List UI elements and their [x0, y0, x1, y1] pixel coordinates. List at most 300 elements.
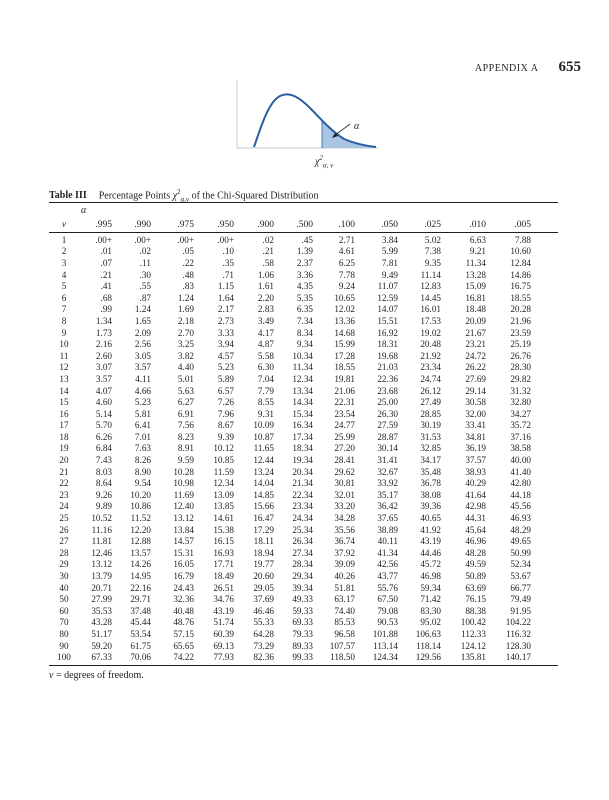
- percentage-point-cell: 55.76: [377, 582, 398, 593]
- percentage-point-cell: 35.48: [420, 466, 441, 477]
- percentage-point-cell: 27.69: [465, 373, 486, 384]
- percentage-point-cell: 44.46: [420, 547, 441, 558]
- percentage-point-cell: 113.14: [373, 640, 398, 651]
- table-row: [49, 454, 558, 466]
- percentage-point-cell: 8.03: [95, 466, 112, 477]
- percentage-point-cell: 9.59: [177, 455, 194, 466]
- percentage-point-cell: 27.99: [91, 594, 112, 605]
- percentage-point-cell: 6.26: [95, 431, 112, 442]
- percentage-point-cell: 7.38: [424, 246, 441, 257]
- percentage-point-cell: 67.50: [377, 594, 398, 605]
- table-row: [49, 280, 558, 292]
- percentage-point-cell: 7.78: [338, 269, 355, 280]
- percentage-point-cell: 9.31: [257, 408, 274, 419]
- degrees-of-freedom-cell: 7: [61, 304, 67, 315]
- percentage-point-cell: 13.12: [91, 559, 112, 570]
- chi-squared-density-figure: [226, 78, 386, 168]
- percentage-point-cell: 25.34: [292, 524, 313, 535]
- percentage-point-cell: 11.81: [91, 536, 112, 547]
- alpha-header-row: [49, 203, 558, 217]
- percentage-point-cell: 15.51: [377, 315, 398, 326]
- percentage-point-cell: 116.32: [506, 628, 531, 639]
- percentage-point-cell: 5.23: [134, 397, 151, 408]
- percentage-point-cell: 4.57: [217, 350, 234, 361]
- percentage-point-cell: 124.34: [372, 652, 398, 663]
- table-row: [49, 315, 558, 327]
- percentage-point-cell: 29.82: [510, 373, 531, 384]
- percentage-point-cell: 18.34: [292, 443, 313, 454]
- percentage-point-cell: 16.15: [213, 536, 234, 547]
- percentage-point-cell: 3.33: [217, 327, 234, 338]
- percentage-point-cell: 10.65: [334, 292, 355, 303]
- percentage-point-cell: 25.99: [334, 431, 355, 442]
- percentage-point-cell: 29.71: [130, 594, 151, 605]
- percentage-point-cell: .45: [301, 234, 313, 245]
- percentage-point-cell: 4.60: [95, 397, 112, 408]
- upper-tail-shaded-area: [322, 120, 372, 148]
- chi-squared-table: [49, 202, 558, 681]
- percentage-point-cell: 46.96: [465, 536, 486, 547]
- percentage-point-cell: 9.26: [95, 489, 112, 500]
- percentage-point-cell: 25.00: [377, 397, 398, 408]
- degrees-of-freedom-cell: 6: [61, 292, 67, 303]
- table-row: [49, 489, 558, 501]
- degrees-of-freedom-cell: 50: [59, 594, 69, 605]
- percentage-point-cell: 5.70: [95, 420, 112, 431]
- col-header: .975: [177, 219, 194, 230]
- percentage-point-cell: 77.93: [213, 652, 234, 663]
- percentage-point-cell: 46.98: [420, 571, 441, 582]
- percentage-point-cell: 34.27: [510, 408, 531, 419]
- percentage-point-cell: 30.14: [377, 443, 398, 454]
- percentage-point-cell: 48.28: [465, 547, 486, 558]
- table-row: [49, 385, 558, 397]
- percentage-point-cell: 3.05: [134, 350, 151, 361]
- percentage-point-cell: 32.67: [377, 466, 398, 477]
- percentage-point-cell: 13.79: [91, 571, 112, 582]
- percentage-point-cell: 22.34: [292, 489, 313, 500]
- percentage-point-cell: .99: [100, 304, 112, 315]
- degrees-of-freedom-cell: 100: [57, 652, 71, 663]
- percentage-point-cell: 5.58: [257, 350, 274, 361]
- percentage-point-cell: 128.30: [505, 640, 531, 651]
- percentage-point-cell: 12.59: [377, 292, 398, 303]
- percentage-point-cell: 53.54: [130, 628, 151, 639]
- percentage-point-cell: 11.34: [465, 257, 486, 268]
- percentage-point-cell: 1.34: [95, 315, 112, 326]
- percentage-point-cell: 11.65: [253, 443, 274, 454]
- percentage-point-cell: 37.69: [253, 594, 274, 605]
- degrees-of-freedom-cell: 18: [59, 431, 69, 442]
- percentage-point-cell: 31.41: [377, 455, 398, 466]
- percentage-point-cell: 27.59: [377, 420, 398, 431]
- percentage-point-cell: 41.34: [377, 547, 398, 558]
- percentage-point-cell: 2.17: [217, 304, 234, 315]
- percentage-point-cell: 4.66: [134, 385, 151, 396]
- percentage-point-cell: 4.11: [135, 373, 151, 384]
- percentage-point-cell: 10.60: [510, 246, 531, 257]
- percentage-point-cell: 112.33: [461, 628, 486, 639]
- percentage-point-cell: 51.74: [213, 617, 234, 628]
- percentage-point-cell: 12.88: [130, 536, 151, 547]
- percentage-point-cell: 34.81: [465, 431, 486, 442]
- percentage-point-cell: 1.64: [217, 292, 234, 303]
- table-row: [49, 234, 558, 246]
- percentage-point-cell: 53.67: [510, 571, 531, 582]
- percentage-point-cell: 8.26: [134, 455, 151, 466]
- table-row: [49, 501, 558, 513]
- percentage-point-cell: 38.89: [377, 524, 398, 535]
- percentage-point-cell: 8.91: [177, 443, 194, 454]
- percentage-point-cell: 1.73: [95, 327, 112, 338]
- percentage-point-cell: 14.34: [292, 397, 313, 408]
- percentage-point-cell: 32.85: [420, 443, 441, 454]
- percentage-point-cell: 29.05: [253, 582, 274, 593]
- table-row: [49, 605, 558, 617]
- percentage-point-cell: 15.99: [334, 339, 355, 350]
- percentage-point-cell: 83.30: [420, 605, 441, 616]
- percentage-point-cell: 24.43: [173, 582, 194, 593]
- percentage-point-cell: .00+: [177, 234, 194, 245]
- degrees-of-freedom-cell: 8: [61, 315, 67, 326]
- percentage-point-cell: 16.47: [253, 513, 274, 524]
- percentage-point-cell: 24.34: [292, 513, 313, 524]
- degrees-of-freedom-cell: 90: [59, 640, 69, 651]
- percentage-point-cell: 7.79: [257, 385, 274, 396]
- percentage-point-cell: 13.85: [213, 501, 234, 512]
- percentage-point-cell: 49.59: [465, 559, 486, 570]
- percentage-point-cell: 14.57: [173, 536, 194, 547]
- percentage-point-cell: 23.68: [377, 385, 398, 396]
- degrees-of-freedom-cell: 22: [59, 478, 69, 489]
- percentage-point-cell: 3.49: [257, 315, 274, 326]
- percentage-point-cell: 14.86: [510, 269, 531, 280]
- chi-sub: α, ν: [322, 161, 334, 170]
- chi-sup: 2: [319, 154, 323, 162]
- percentage-point-cell: 1.39: [296, 246, 313, 257]
- percentage-point-cell: 46.93: [510, 513, 531, 524]
- percentage-point-cell: .22: [182, 257, 194, 268]
- percentage-point-cell: 39.36: [420, 501, 441, 512]
- percentage-point-cell: 4.17: [257, 327, 274, 338]
- table-row: [49, 373, 558, 385]
- percentage-point-cell: 36.74: [334, 536, 355, 547]
- percentage-point-cell: 10.85: [213, 455, 234, 466]
- percentage-point-cell: 69.13: [213, 640, 234, 651]
- percentage-point-cell: 41.92: [420, 524, 441, 535]
- table-row: [49, 535, 558, 547]
- degrees-of-freedom-cell: 29: [59, 559, 69, 570]
- percentage-point-cell: .02: [262, 234, 274, 245]
- percentage-point-cell: 9.89: [95, 501, 112, 512]
- percentage-point-cell: .11: [139, 257, 151, 268]
- percentage-point-cell: .68: [100, 292, 112, 303]
- percentage-point-cell: 42.80: [510, 478, 531, 489]
- percentage-point-cell: 16.75: [510, 281, 531, 292]
- percentage-point-cell: 29.62: [334, 466, 355, 477]
- percentage-point-cell: .21: [262, 246, 274, 257]
- percentage-point-cell: 59.20: [91, 640, 112, 651]
- percentage-point-cell: 14.61: [213, 513, 234, 524]
- percentage-point-cell: 19.77: [253, 559, 274, 570]
- table-row: [49, 443, 558, 455]
- percentage-point-cell: 13.12: [173, 513, 194, 524]
- appendix-label: APPENDIX A: [474, 63, 539, 74]
- percentage-point-cell: .87: [139, 292, 151, 303]
- nu-header: ν: [61, 219, 67, 230]
- percentage-point-cell: 39.34: [292, 582, 313, 593]
- percentage-point-cell: 2.73: [217, 315, 234, 326]
- percentage-point-cell: .83: [182, 281, 194, 292]
- degrees-of-freedom-cell: 25: [59, 513, 69, 524]
- percentage-point-cell: 24.77: [334, 420, 355, 431]
- percentage-point-cell: 10.87: [253, 431, 274, 442]
- percentage-point-cell: 37.92: [334, 547, 355, 558]
- col-header: .100: [338, 219, 355, 230]
- percentage-point-cell: 6.35: [296, 304, 313, 315]
- percentage-point-cell: 16.81: [465, 292, 486, 303]
- percentage-point-cell: 118.14: [416, 640, 441, 651]
- percentage-point-cell: 5.01: [177, 373, 194, 384]
- percentage-point-cell: 9.49: [381, 269, 398, 280]
- percentage-point-cell: 12.83: [420, 281, 441, 292]
- percentage-point-cell: 12.46: [91, 547, 112, 558]
- percentage-point-cell: 23.34: [420, 362, 441, 373]
- percentage-point-cell: 16.01: [420, 304, 441, 315]
- percentage-point-cell: 21.92: [420, 350, 441, 361]
- table-row: [49, 338, 558, 350]
- percentage-point-cell: 32.80: [510, 397, 531, 408]
- table-row: [49, 304, 558, 316]
- percentage-point-cell: 4.87: [257, 339, 274, 350]
- degrees-of-freedom-cell: 9: [61, 327, 67, 338]
- degrees-of-freedom-cell: 28: [59, 547, 69, 558]
- percentage-point-cell: 79.49: [510, 594, 531, 605]
- degrees-of-freedom-cell: 11: [59, 350, 69, 361]
- percentage-point-cell: 70.06: [130, 652, 151, 663]
- percentage-point-cell: 28.34: [292, 559, 313, 570]
- percentage-point-cell: .00+: [95, 234, 112, 245]
- percentage-point-cell: 2.56: [134, 339, 151, 350]
- percentage-point-cell: .58: [262, 257, 274, 268]
- percentage-point-cell: 104.22: [505, 617, 531, 628]
- percentage-point-cell: 19.68: [377, 350, 398, 361]
- degrees-of-freedom-cell: 20: [59, 455, 69, 466]
- percentage-point-cell: 63.69: [465, 582, 486, 593]
- table-row: [49, 640, 558, 652]
- percentage-point-cell: 3.36: [296, 269, 313, 280]
- percentage-point-cell: 27.20: [334, 443, 355, 454]
- percentage-point-cell: 22.31: [334, 397, 355, 408]
- percentage-point-cell: 35.72: [510, 420, 531, 431]
- percentage-point-cell: 20.71: [91, 582, 112, 593]
- percentage-point-cell: 12.02: [334, 304, 355, 315]
- percentage-point-cell: 10.86: [130, 501, 151, 512]
- percentage-point-cell: 64.28: [253, 628, 274, 639]
- percentage-point-cell: 18.11: [253, 536, 274, 547]
- percentage-point-cell: 23.34: [292, 501, 313, 512]
- percentage-point-cell: 27.49: [420, 397, 441, 408]
- percentage-point-cell: 2.20: [257, 292, 274, 303]
- col-header: .500: [296, 219, 313, 230]
- table-row: [49, 350, 558, 362]
- percentage-point-cell: 26.51: [213, 582, 234, 593]
- percentage-point-cell: 30.81: [334, 478, 355, 489]
- percentage-point-cell: 21.67: [465, 327, 486, 338]
- percentage-point-cell: 1.69: [177, 304, 194, 315]
- percentage-point-cell: 18.55: [510, 292, 531, 303]
- degrees-of-freedom-cell: 4: [61, 269, 67, 280]
- table-row: [49, 582, 558, 594]
- percentage-point-cell: 19.34: [292, 455, 313, 466]
- col-header: .025: [424, 219, 441, 230]
- percentage-point-cell: 31.32: [510, 385, 531, 396]
- percentage-point-cell: 28.41: [334, 455, 355, 466]
- page-number: 655: [558, 59, 581, 75]
- percentage-point-cell: 7.34: [296, 315, 313, 326]
- percentage-point-cell: 17.29: [253, 524, 274, 535]
- percentage-point-cell: 3.94: [217, 339, 234, 350]
- percentage-point-cell: 4.35: [296, 281, 313, 292]
- percentage-point-cell: 10.12: [213, 443, 234, 454]
- table-row: [49, 396, 558, 408]
- degrees-of-freedom-cell: 17: [59, 420, 69, 431]
- percentage-point-cell: 2.18: [177, 315, 194, 326]
- footnote-symbol: ν: [49, 669, 54, 681]
- percentage-point-cell: 5.99: [381, 246, 398, 257]
- percentage-point-cell: 79.33: [292, 628, 313, 639]
- percentage-point-cell: 16.93: [213, 547, 234, 558]
- degrees-of-freedom-cell: 40: [59, 582, 69, 593]
- percentage-point-cell: 28.30: [510, 362, 531, 373]
- percentage-point-cell: 3.25: [177, 339, 194, 350]
- degrees-of-freedom-cell: 23: [59, 489, 69, 500]
- percentage-point-cell: 35.56: [334, 524, 355, 535]
- caption-symbol: χ: [172, 190, 177, 202]
- percentage-point-cell: 33.20: [334, 501, 355, 512]
- percentage-point-cell: 21.06: [334, 385, 355, 396]
- degrees-of-freedom-cell: 2: [61, 246, 67, 257]
- caption-sub: α,ν: [180, 195, 190, 204]
- percentage-point-cell: 118.50: [330, 652, 355, 663]
- percentage-point-cell: 89.33: [292, 640, 313, 651]
- percentage-point-cell: 12.40: [173, 501, 194, 512]
- percentage-point-cell: .71: [222, 269, 234, 280]
- table-tag: Table III: [49, 190, 87, 202]
- percentage-point-cell: 61.75: [130, 640, 151, 651]
- percentage-point-cell: 99.33: [292, 652, 313, 663]
- percentage-point-cell: 79.08: [377, 605, 398, 616]
- percentage-point-cell: 11.69: [173, 489, 194, 500]
- percentage-point-cell: 14.85: [253, 489, 274, 500]
- percentage-point-cell: 21.96: [510, 315, 531, 326]
- percentage-point-cell: 107.57: [329, 640, 355, 651]
- percentage-point-cell: 2.71: [338, 234, 355, 245]
- percentage-point-cell: 124.12: [460, 640, 486, 651]
- percentage-point-cell: 14.07: [377, 304, 398, 315]
- percentage-point-cell: 106.63: [415, 628, 441, 639]
- percentage-point-cell: 51.81: [334, 582, 355, 593]
- percentage-point-cell: 11.14: [420, 269, 441, 280]
- table-bottom-rule: [49, 665, 558, 666]
- percentage-point-cell: 96.58: [334, 628, 355, 639]
- column-header-row: [49, 217, 558, 232]
- percentage-point-cell: 30.58: [465, 397, 486, 408]
- percentage-point-cell: 34.17: [420, 455, 441, 466]
- table-row: [49, 559, 558, 571]
- percentage-point-cell: 24.74: [420, 373, 441, 384]
- percentage-point-cell: 43.28: [91, 617, 112, 628]
- percentage-point-cell: .21: [100, 269, 112, 280]
- degrees-of-freedom-cell: 10: [59, 339, 69, 350]
- degrees-of-freedom-cell: 14: [59, 385, 69, 396]
- percentage-point-cell: 8.64: [95, 478, 112, 489]
- percentage-point-cell: 69.33: [292, 617, 313, 628]
- percentage-point-cell: 140.17: [505, 652, 531, 663]
- percentage-point-cell: 8.55: [257, 397, 274, 408]
- percentage-point-cell: 37.16: [510, 431, 531, 442]
- percentage-point-cell: 5.02: [424, 234, 441, 245]
- degrees-of-freedom-cell: 60: [59, 605, 69, 616]
- percentage-point-cell: 67.33: [91, 652, 112, 663]
- percentage-point-cell: 38.08: [420, 489, 441, 500]
- degrees-of-freedom-cell: 16: [59, 408, 69, 419]
- percentage-point-cell: 66.77: [510, 582, 531, 593]
- table-row: [49, 617, 558, 629]
- percentage-point-cell: 11.59: [213, 466, 234, 477]
- percentage-point-cell: 44.31: [465, 513, 486, 524]
- percentage-point-cell: 23.59: [510, 327, 531, 338]
- percentage-point-cell: 10.09: [253, 420, 274, 431]
- percentage-point-cell: 33.92: [377, 478, 398, 489]
- percentage-point-cell: 7.01: [134, 431, 151, 442]
- percentage-point-cell: 3.84: [381, 234, 398, 245]
- percentage-point-cell: 74.22: [173, 652, 194, 663]
- caption-text-after: of the Chi-Squared Distribution: [189, 190, 319, 202]
- percentage-point-cell: .55: [139, 281, 151, 292]
- table-row: [49, 477, 558, 489]
- percentage-point-cell: 24.72: [465, 350, 486, 361]
- percentage-point-cell: 19.02: [420, 327, 441, 338]
- percentage-point-cell: 20.28: [510, 304, 531, 315]
- percentage-point-cell: 40.00: [510, 455, 531, 466]
- degrees-of-freedom-cell: 26: [59, 524, 69, 535]
- percentage-point-cell: 13.84: [173, 524, 194, 535]
- degrees-of-freedom-cell: 19: [59, 443, 69, 454]
- percentage-point-cell: 36.42: [377, 501, 398, 512]
- percentage-point-cell: 18.48: [465, 304, 486, 315]
- percentage-point-cell: 40.26: [334, 571, 355, 582]
- percentage-point-cell: 3.82: [177, 350, 194, 361]
- percentage-point-cell: 45.56: [510, 501, 531, 512]
- alpha-pointer-line: [334, 124, 350, 136]
- percentage-point-cell: 1.06: [257, 269, 274, 280]
- percentage-point-cell: 13.09: [213, 489, 234, 500]
- degrees-of-freedom-cell: 3: [61, 257, 67, 268]
- table-row: [49, 408, 558, 420]
- percentage-point-cell: 11.07: [377, 281, 398, 292]
- col-header: .900: [257, 219, 274, 230]
- percentage-point-cell: 13.28: [465, 269, 486, 280]
- percentage-point-cell: 9.21: [469, 246, 486, 257]
- percentage-point-cell: 90.53: [377, 617, 398, 628]
- table-row: [49, 524, 558, 536]
- percentage-point-cell: .00+: [217, 234, 234, 245]
- col-header: .950: [217, 219, 234, 230]
- percentage-point-cell: 11.34: [292, 362, 313, 373]
- percentage-point-cell: 11.52: [130, 513, 151, 524]
- percentage-point-cell: 73.29: [253, 640, 274, 651]
